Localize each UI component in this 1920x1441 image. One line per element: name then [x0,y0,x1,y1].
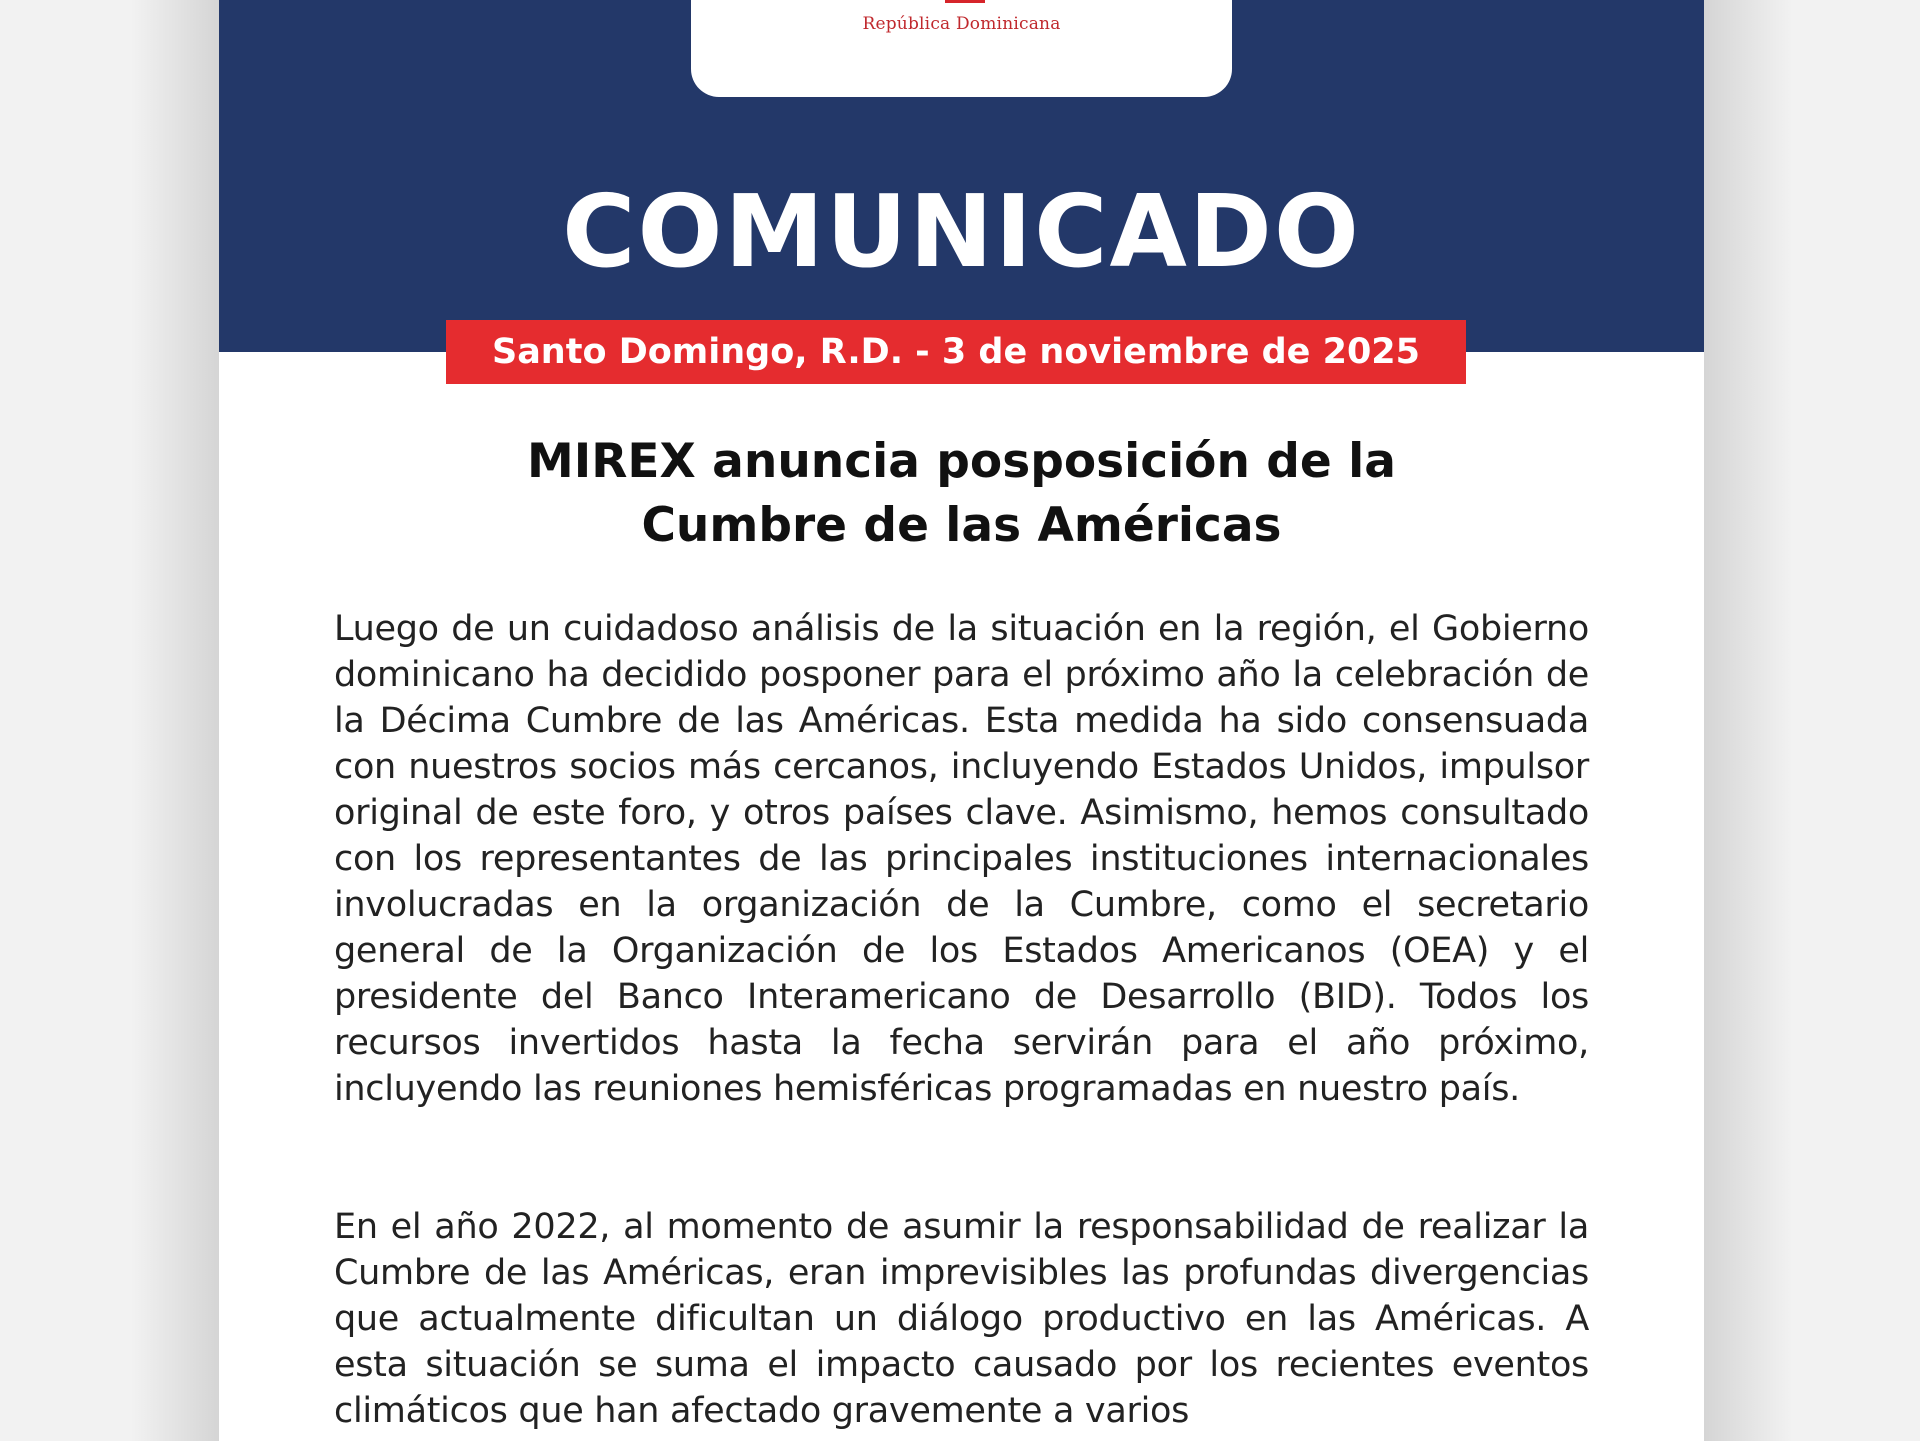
dateline-text: Santo Domingo, R.D. - 3 de noviembre de 2025 [491,332,1421,372]
logo-card [691,0,1232,97]
body-paragraph-1: Luego de un cuidadoso análisis de la situación en la región, el Gobierno dominicano ha decidido posponer para el próximo año la celebración de la Décima Cumbre de las Américas. Esta medida ha sido consensuada con nuestros socios más cercanos, incluyendo Estados Unidos, impulsor original de este foro, y otros países clave. Asimismo, hemos consultado con los representantes de las principales instituciones internacionales involucradas en la organización de la Cumbre, como el secretario general de la Organización de los Estados Americanos (OEA) y el presidente del Banco Interamericano de Desarrollo (BID). Todos los recursos invertidos hasta la fecha servirán para el año próximo, incluyendo las reuniones hemisféricas programadas en nuestro país. [334,609,1589,1109]
document-page [219,0,1704,1441]
body-paragraph-2: En el año 2022, al momento de asumir la responsabilidad de realizar la Cumbre de las Américas, eran imprevisibles las profundas divergencias que actualmente dificultan un diálogo productivo en las Américas. A esta situación se suma el impacto causado por los recientes eventos climáticos que han afectado gravemente a varios [334,1207,1589,1431]
page-shadow-left [130,0,220,1441]
logo-emblem-line [945,0,985,3]
page-title: COMUNICADO [562,173,1361,290]
headline [219,430,1704,558]
logo-text: República Dominicana [862,14,1061,34]
dateline-bar [446,320,1466,384]
headline-line-1: MIREX anuncia posposición de la [526,434,1397,489]
header-banner [219,0,1704,352]
page-shadow-right [1703,0,1793,1441]
headline-line-2: Cumbre de las Américas [641,498,1282,553]
